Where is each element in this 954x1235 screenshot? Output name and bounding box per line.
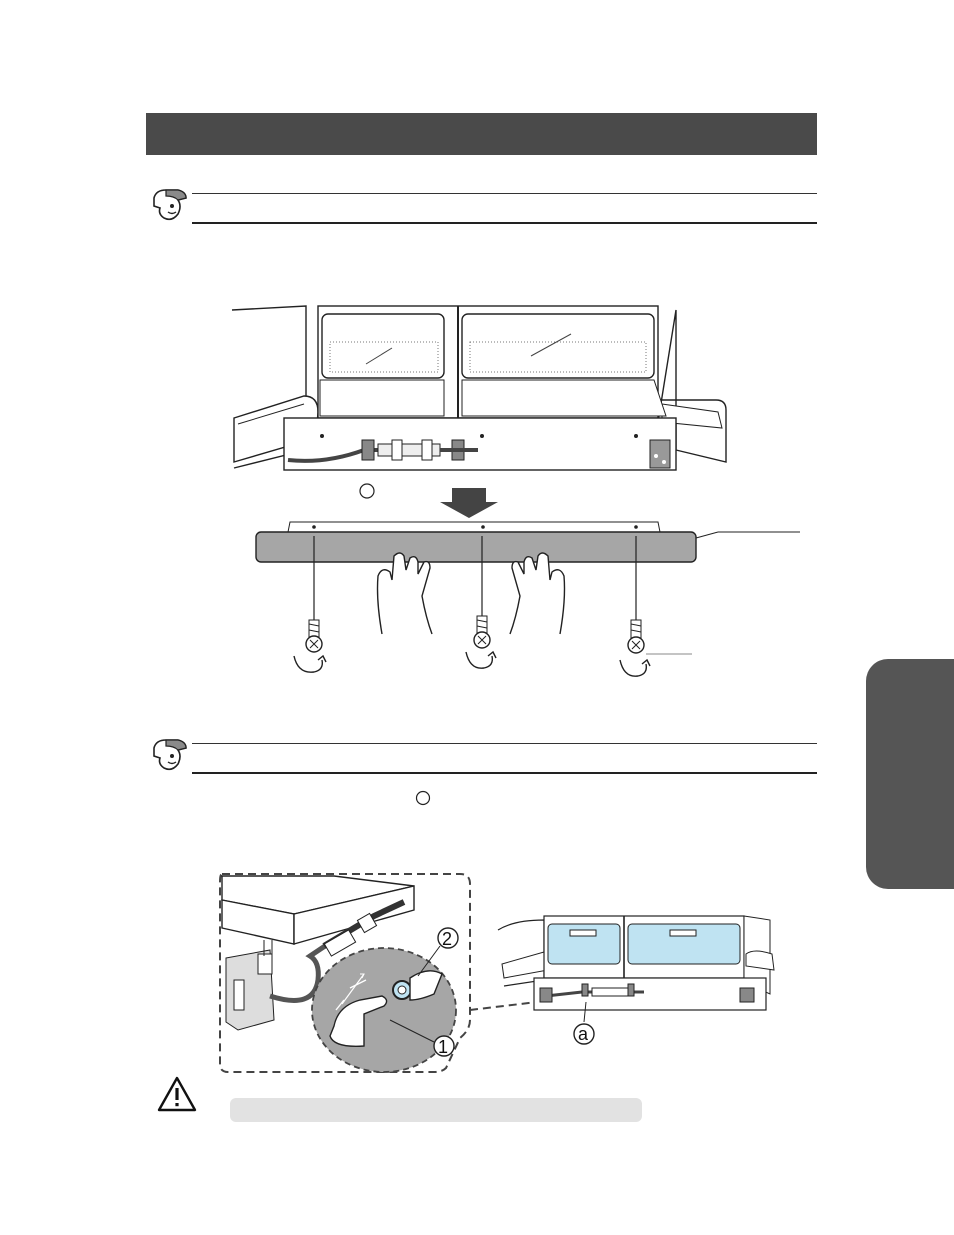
note-icon [148, 184, 192, 224]
callout-1: 1 [438, 1037, 449, 1057]
callout-2: 2 [442, 929, 453, 949]
caution-text-box [230, 1098, 642, 1122]
note1-top-rule [192, 193, 817, 194]
callout-a: a [578, 1024, 589, 1044]
chapter-side-tab [866, 659, 954, 889]
note1-bottom-rule [192, 222, 817, 224]
section-header-bar [146, 113, 817, 155]
cover-removal-figure [226, 300, 806, 685]
note-icon-2 [148, 734, 192, 774]
rotate-icon [294, 656, 322, 672]
water-line-detail-figure [214, 870, 794, 1080]
note2-bottom-rule [192, 772, 817, 774]
inline-callout-circle [415, 790, 431, 806]
caution-icon [157, 1076, 197, 1112]
arrow-down-icon [440, 488, 498, 518]
note2-top-rule [192, 743, 817, 744]
